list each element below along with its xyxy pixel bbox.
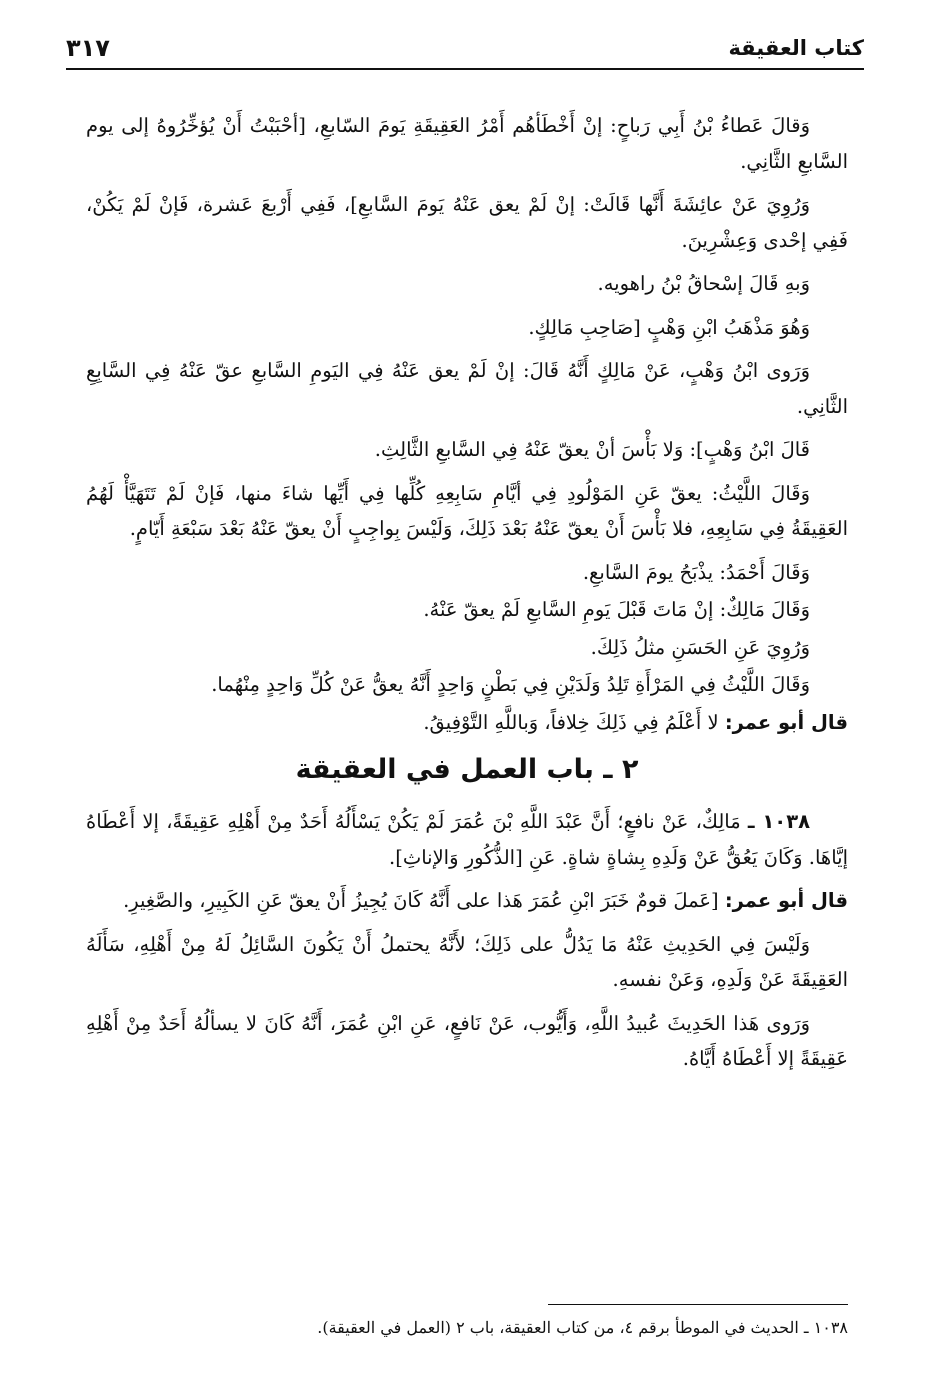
chapter-title: كتاب العقيقة	[728, 36, 864, 60]
paragraph: وَقَالَ اللَّيْثُ: يعقّ عَنِ المَوْلُودِ فِي أيَّامِ سَابِعِهِ كُلِّها فِي أَيِّها شاءَ منها، فَإنْ لَمْ تَتَهَيَّأْ لَهُمُ العَقِيقَةُ فِي سَابِعِهِ، فلا بَأْسَ أَنْ يعقّ عَنْهُ بَعْدَ ذَلِكَ، وَلَيْسَ بِواجِبٍ أَنْ يعقّ عَنْهُ بَعْدَ سَبْعَةِ أَيّامٍ.	[86, 481, 848, 540]
paragraph: وَقالَ عَطاءُ بْنُ أَبِي رَباحٍ: إنْ أَخْطَأهُم أَمْرُ العَقِيقَةِ يَومَ السّابعِ، [أحْبَبْتُ أَنْ يُؤخِّرُوهُ إلى يوم السَّابعِ الثَّانِي.	[86, 114, 848, 173]
main-text	[86, 108, 848, 1085]
speaker-label: قال أبو عمر:	[724, 889, 848, 912]
paragraph: قال أبو عمر: [عَملَ قومٌ خَبَرَ ابْنِ عُمَرَ هَذا على أَنَّهُ كَانَ يُجِيزُ أَنْ يعقّ عَنِ الكَبِيرِ، والصَّغِيرِ.	[123, 889, 848, 912]
paragraph: وَرَوى هَذا الحَدِيثَ عُبيدُ اللَّهِ، وَأَيُّوب، عَنْ نَافعٍ، عَنِ ابْنِ عُمَرَ، أَنَّهُ كَانَ لا يسألُهُ أَحَدٌ مِنْ أَهْلِهِ عَقِيقَةً إلا أَعْطَاهُ أَيَّاهُ.	[86, 1011, 848, 1070]
speaker-label: قال أبو عمر:	[724, 710, 848, 734]
paragraph: قال أبو عمر: لا أَعْلَمُ فِي ذَلِكَ خِلافاً، وَباللَّهِ التَّوْفِيقُ.	[423, 710, 848, 734]
paragraph: قَالَ ابْنُ وَهْبٍ]: وَلا بَأْسَ أنْ يعقّ عَنْهُ فِي السَّابعِ الثَّالِثِ.	[374, 438, 810, 461]
paragraph: وَلَيْسَ فِي الحَدِيثِ عَنْهُ مَا يَدُلُّ على ذَلِكَ؛ لأَنَّهُ يحتملُ أَنْ يَكُونَ السَّائِلُ لَهُ مِنْ أَهْلِهِ، سَأَلَهُ العَقِيقَةَ عَنْ وَلَدِهِ، وَعَنْ نفسهِ.	[86, 932, 848, 991]
page-number: ٣١٧	[66, 34, 110, 62]
footnote-divider	[548, 1304, 848, 1305]
paragraph: وَهُوَ مَذْهَبُ ابْنِ وَهْبٍ [صَاحِبِ مَالِكٍ.	[528, 315, 810, 339]
paragraph: وَقَالَ أَحْمَدُ: يذْبَحُ يومَ السَّابعِ.	[582, 560, 810, 584]
section-heading: ٢ ـ باب العمل في العقيقة	[295, 754, 639, 785]
paragraph: وَرُوِيَ عَنْ عائِشَةَ أَنَّها قَالَتْ: إنْ لَمْ يعق عَنْهُ يَومَ السَّابعِ]، فَفِي أَرْبعَ عَشرة، فَإنْ لَمْ يَكُنْ، فَفِي إحْدى وَعِشْرِينَ.	[86, 193, 848, 252]
hadith-number: ١٠٣٨ ـ	[747, 810, 810, 833]
paragraph: وَقَالَ مَالِكٌ: إنْ مَاتَ قَبْلَ يَومِ السَّابعِ لَمْ يعقّ عَنْهُ.	[423, 598, 810, 621]
hadith-paragraph: ١٠٣٨ ـ مَالِكٌ، عَنْ نافعٍ؛ أَنَّ عَبْدَ اللَّهِ بْنَ عُمَرَ لَمْ يَكُنْ يَسْأَلُهُ أَحَدٌ مِنْ أَهْلِهِ عَقِيقَةً، إلا أَعْطَاهُ إيَّاهَا. وَكَانَ يَعُقُّ عَنْ وَلَدِهِ بِشاةٍ شاةٍ. عَنِ [الذُّكُورِ وَالإناثِ].	[86, 810, 848, 869]
running-header	[66, 34, 864, 70]
paragraph: وَرُوِيَ عَنِ الحَسَنِ مثلُ ذَلِكَ.	[590, 635, 810, 659]
paragraph: وَبهِ قَالَ إسْحاقُ بْنُ راهويه.	[597, 272, 810, 295]
paragraph: وَرَوى ابْنُ وَهْبٍ، عَنْ مَالِكٍ أَنَّهُ قَالَ: إنْ لَمْ يعق عَنْهُ فِي اليَومِ السَّابعِ عقّ عَنْهُ فِي السَّابِعِ الثَّانِي.	[86, 359, 848, 418]
footnote: ١٠٣٨ ـ الحديث في الموطأ برقم ٤، من كتاب العقيقة، باب ٢ (العمل في العقيقة).	[317, 1318, 848, 1337]
paragraph: وَقَالَ اللَّيْثُ فِي المَرْأَةِ تَلِدُ وَلَدَيْنِ فِي بَطْنٍ وَاحِدٍ أَنَّهُ يعقُّ عَنْ كُلِّ وَاحِدٍ مِنْهُما.	[211, 673, 810, 696]
